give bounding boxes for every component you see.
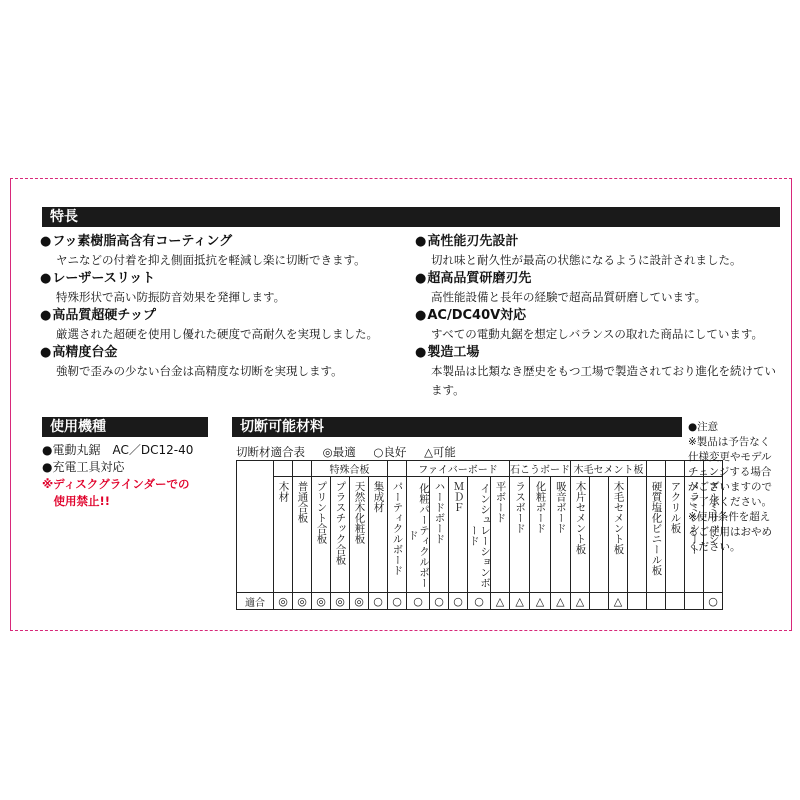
suitability-cell: △ (571, 593, 590, 610)
feature-item (415, 343, 781, 400)
suitability-cell: ◎ (331, 593, 350, 610)
column-header-label: ラスボード (514, 481, 527, 534)
column-header-label: アクリル板 (669, 481, 682, 534)
note-line: ※製品は予告なく仕様変更やモデルチェンジする場合がございますのでご了承ください。 (688, 436, 772, 508)
suitability-cell (666, 593, 685, 610)
materials-legend (236, 444, 470, 460)
legend-best: ◎最適 (322, 445, 356, 459)
suitability-cell (590, 593, 609, 610)
column-header (430, 477, 449, 593)
usage-item: ●充電工具対応 (42, 460, 125, 474)
suitability-cell: ◎ (312, 593, 331, 610)
suitability-cell: ◎ (274, 593, 293, 610)
column-header-label: 硬質塩化ビニール板 (650, 481, 663, 576)
column-header (510, 477, 530, 593)
suitability-cell: ○ (468, 593, 491, 610)
suitability-cell: ○ (407, 593, 430, 610)
column-header-label: 化粧パーティクルボード (407, 482, 430, 588)
column-group (293, 461, 312, 477)
suitability-cell (628, 593, 647, 610)
feature-item (40, 343, 343, 381)
column-group (647, 461, 666, 477)
feature-item (415, 232, 781, 270)
column-header-label: 集成材 (372, 481, 385, 513)
suitability-cell: △ (510, 593, 530, 610)
feature-heading: ● レーザースリット (40, 269, 285, 288)
column-header (369, 477, 388, 593)
row-label: 適合 (237, 593, 274, 610)
materials-table (236, 460, 723, 610)
feature-item (415, 306, 781, 344)
column-header (550, 477, 570, 593)
column-header-label: メラミンシート (688, 481, 701, 555)
suitability-cell: ◎ (293, 593, 312, 610)
feature-desc: 特殊形状で高い防振防音効果を発揮します。 (56, 290, 286, 304)
suitability-cell (647, 593, 666, 610)
top-dashed-border (10, 178, 792, 179)
suitability-cell: △ (530, 593, 550, 610)
column-header (312, 477, 331, 593)
column-header-label: ハードボード (433, 481, 446, 544)
feature-heading: ● フッ素樹脂高含有コーティング (40, 232, 366, 251)
column-header (590, 477, 609, 593)
column-header-label: インシュレーションボード (468, 482, 491, 588)
suitability-cell: △ (609, 593, 628, 610)
feature-heading: ● AC/DC40V対応 (415, 306, 781, 325)
suitability-cell: △ (491, 593, 510, 610)
column-group (274, 461, 293, 477)
column-group: 石こうボード (510, 461, 571, 477)
column-header (468, 477, 491, 593)
column-header (628, 477, 647, 593)
feature-desc: 切れ味と耐久性が最高の状態になるように設計されました。 (431, 253, 742, 267)
feature-item (415, 269, 781, 307)
column-group: 特殊合板 (312, 461, 388, 477)
suitability-cell: △ (550, 593, 570, 610)
feature-heading: ● 超高品質研磨刃先 (415, 269, 781, 288)
suitability-cell: ◎ (350, 593, 369, 610)
suitability-cell: ○ (388, 593, 407, 610)
column-header (609, 477, 628, 593)
legend-ok: △可能 (424, 445, 456, 459)
feature-heading: ● 高精度台金 (40, 343, 343, 362)
bottom-dashed-border (10, 630, 792, 631)
column-header-label: 吸音ボード (554, 481, 567, 534)
column-header-label: プラスチック合板 (334, 481, 347, 565)
column-group (388, 461, 407, 477)
feature-desc: 高性能設備と長年の経験で超高品質研磨しています。 (431, 290, 707, 304)
feature-heading: ● 高性能刃先設計 (415, 232, 781, 251)
feature-desc: 本製品は比類なき歴史をもつ工場で製造されており進化を続けています。 (431, 364, 776, 397)
legend-good: ○良好 (373, 445, 407, 459)
column-header-label: 木材 (277, 481, 290, 502)
column-group: ファイバーボード (407, 461, 510, 477)
feature-heading: ● 高品質超硬チップ (40, 306, 378, 325)
suitability-cell (685, 593, 704, 610)
feature-item (40, 232, 366, 270)
materials-title: 切断可能材料 (232, 417, 682, 437)
column-header-label: 化粧ボード (534, 481, 547, 534)
feature-desc: 厳選された超硬を使用し優れた硬度で高耐久を実現しました。 (56, 327, 378, 341)
column-header (491, 477, 510, 593)
column-header-label: 平ボード (494, 481, 507, 523)
usage-item: ●電動丸鋸 AC／DC12-40 (42, 443, 194, 457)
column-header (350, 477, 369, 593)
note-line: ※使用条件を超えるご使用はおやめください。 (688, 511, 772, 553)
suitability-cell: ○ (449, 593, 468, 610)
usage-warning: ※ディスクグラインダーでの (42, 477, 190, 491)
feature-item (40, 269, 285, 307)
column-header (449, 477, 468, 593)
usage-warning: 使用禁止!! (42, 494, 110, 508)
column-header (530, 477, 550, 593)
column-header-label: 天然木化粧板 (353, 481, 366, 544)
column-header-label: プリント合板 (315, 481, 328, 544)
column-header (666, 477, 685, 593)
column-header (571, 477, 590, 593)
legend-label: 切断材適合表 (236, 445, 305, 459)
feature-desc: すべての電動丸鋸を想定しバランスの取れた商品にしています。 (431, 327, 764, 341)
feature-heading: ● 製造工場 (415, 343, 781, 362)
column-header-label: パーティクルボード (391, 481, 404, 576)
feature-desc: ヤニなどの付着を抑え側面抵抗を軽減し楽に切断できます。 (56, 253, 366, 267)
note-box (688, 420, 780, 555)
column-header (293, 477, 312, 593)
table-corner (237, 461, 274, 593)
column-header (331, 477, 350, 593)
features-title: 特長 (42, 207, 780, 227)
column-header (274, 477, 293, 593)
usage-list (42, 442, 193, 510)
feature-desc: 強靭で歪みの少ない台金は高精度な切断を実現します。 (56, 364, 343, 378)
column-header-label: ＭＤＦ (452, 481, 465, 513)
column-header-label: 木毛セメント板 (612, 481, 625, 555)
suitability-cell: ○ (430, 593, 449, 610)
note-title: ●注意 (688, 421, 719, 433)
column-header (647, 477, 666, 593)
column-header (407, 477, 430, 593)
column-header-label: アルミサッシ (707, 481, 720, 544)
usage-title: 使用機種 (42, 417, 208, 437)
column-group (666, 461, 685, 477)
column-header-label: 普通合板 (296, 481, 309, 523)
column-header (388, 477, 407, 593)
suitability-cell: ○ (369, 593, 388, 610)
suitability-cell: ○ (704, 593, 723, 610)
feature-item (40, 306, 378, 344)
column-header-label: 木片セメント板 (574, 481, 587, 555)
column-group: 木毛セメント板 (571, 461, 647, 477)
